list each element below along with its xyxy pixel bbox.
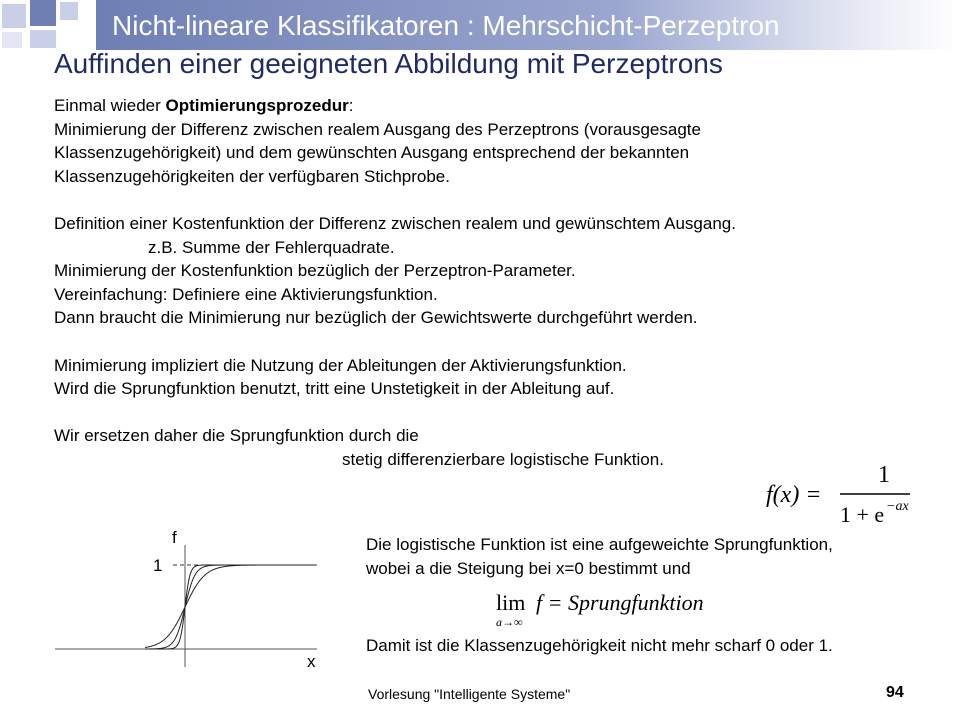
- limit-formula: [494, 586, 744, 632]
- footer-text: Vorlesung "Intelligente Systeme": [368, 686, 571, 702]
- para3-line1: Minimierung impliziert die Nutzung der Ableitungen der Aktivierungsfunktion.: [54, 355, 627, 375]
- para3-line2: Wird die Sprungfunktion benutzt, tritt eine Unstetigkeit in der Ableitung auf.: [54, 379, 615, 399]
- para2-example: z.B. Summe der Fehlerquadrate.: [148, 237, 395, 257]
- explanation-block: [366, 533, 833, 581]
- para4-line2: stetig differenzierbare logistische Funktion.: [342, 449, 664, 469]
- one-tick-label: 1: [153, 556, 163, 575]
- conclusion-line: Damit ist die Klassenzugehörigkeit nicht mehr scharf 0 oder 1.: [366, 636, 833, 655]
- para2-line1: Definition einer Kostenfunktion der Differenz zwischen realem und gewünschtem Ausgang.: [54, 213, 736, 233]
- sigmoid-curve: [145, 565, 315, 647]
- explanation-line1: Die logistische Funktion ist eine aufgeweichte Sprungfunktion,: [366, 535, 833, 554]
- para4-line1: Wir ersetzen daher die Sprungfunktion durch die: [54, 426, 419, 446]
- sigmoid-curve: [145, 565, 315, 649]
- sigmoid-curve: [145, 565, 315, 649]
- para2-line4: Vereinfachung: Definiere eine Aktivierungsfunktion.: [54, 284, 438, 304]
- x-axis-label: x: [307, 652, 316, 671]
- f-axis-label: f: [172, 528, 177, 547]
- formula-numerator: 1: [878, 462, 890, 488]
- logistic-formula: [760, 458, 940, 530]
- formula-lhs: f(x) =: [766, 482, 822, 508]
- intro-line: [54, 94, 934, 118]
- slide-title: Nicht-lineare Klassifikatoren : Mehrschicht-Perzeptron: [112, 10, 780, 41]
- intro-text: Einmal wieder: [54, 96, 166, 115]
- lim-subscript: a→∞: [496, 615, 523, 629]
- intro-bold: Optimierungsprozedur: [165, 96, 349, 115]
- lim-expression: f = Sprungfunktion: [536, 590, 704, 615]
- intro-colon: :: [348, 96, 354, 115]
- logistic-plot: [55, 525, 325, 675]
- formula-denominator: 1 + e: [840, 502, 885, 527]
- para1-line1: Minimierung der Differenz zwischen realem Ausgang des Perzeptrons (vorausgesagte: [54, 119, 701, 139]
- sigmoid-curves: [145, 565, 315, 649]
- slide-subtitle: Auffinden einer geeigneten Abbildung mit Perzeptrons: [54, 48, 723, 79]
- page-number: 94: [886, 684, 904, 701]
- para2-line3: Minimierung der Kostenfunktion bezüglich der Perzeptron-Parameter.: [54, 261, 576, 281]
- slide-body: [54, 94, 934, 472]
- formula-exponent: −ax: [886, 499, 909, 514]
- lim-text: lim: [496, 590, 526, 615]
- para1-line3: Klassenzugehörigkeiten der verfügbaren Stichprobe.: [54, 166, 450, 186]
- explanation-line2: wobei a die Steigung bei x=0 bestimmt und: [366, 559, 691, 578]
- para1-line2: Klassenzugehörigkeit) und dem gewünschten Ausgang entsprechend der bekannten: [54, 143, 690, 163]
- para2-line5: Dann braucht die Minimierung nur bezüglich der Gewichtswerte durchgeführt werden.: [54, 308, 698, 328]
